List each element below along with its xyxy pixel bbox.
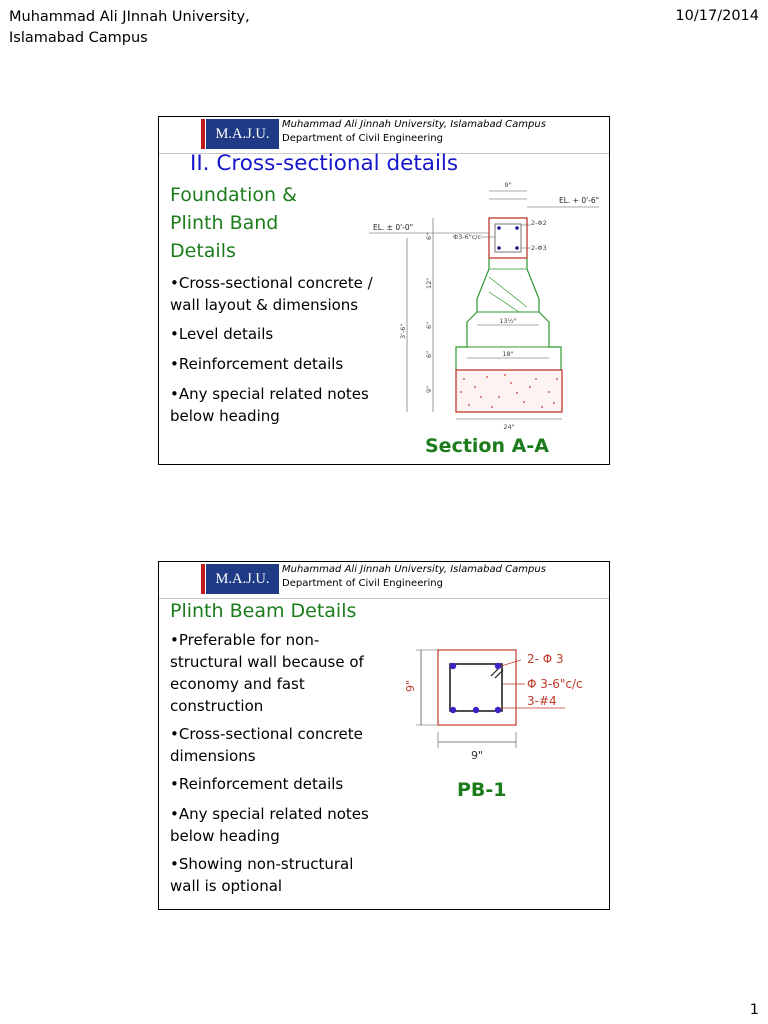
- bullet-item: •Reinforcement details: [170, 355, 344, 373]
- plinth-beam-drawing: [159, 562, 609, 909]
- dim-base: 9": [425, 385, 433, 393]
- top-bars-label: 2- Φ 3: [527, 652, 564, 666]
- header-university-line2: Islamabad Campus: [9, 30, 148, 46]
- bullet-item: •Any special related notes below heading: [170, 385, 369, 425]
- rebar-dot: [515, 226, 519, 230]
- rebar-dot: [495, 663, 501, 669]
- maju-logo: M.A.J.U.: [206, 564, 279, 594]
- dim-top: 9": [504, 181, 512, 189]
- rebar-dot: [497, 246, 501, 250]
- dim-total-height: 3'-6": [399, 323, 407, 339]
- heading-line: Details: [170, 240, 236, 262]
- dim-step2: 6": [425, 350, 433, 358]
- top-bars-label: 2-Φ2: [531, 219, 547, 227]
- bullet-item: •Any special related notes below heading: [170, 805, 369, 845]
- dim-height: 9": [404, 679, 417, 692]
- header-university-line1: Muhammad Ali JInnah University,: [9, 9, 250, 25]
- rebar-dot: [450, 707, 456, 713]
- institution-name: Muhammad Ali Jinnah University, Islamabad Campus: [282, 564, 546, 575]
- rebar-dot: [497, 226, 501, 230]
- header-date: 10/17/2014: [675, 8, 759, 24]
- foundation-section-drawing: [159, 117, 609, 464]
- bullet-item: •Cross-sectional concrete / wall layout & dimensions: [170, 274, 373, 314]
- dim-step1: 6": [425, 321, 433, 329]
- section-label: PB-1: [457, 779, 507, 801]
- level-ground: EL. ± 0'-0": [373, 223, 414, 232]
- dim-width: 9": [470, 749, 484, 762]
- heading-line: Foundation &: [170, 184, 297, 206]
- page-number: 1: [749, 1002, 759, 1018]
- rebar-dot: [473, 707, 479, 713]
- dim-width-base: 24": [503, 423, 515, 431]
- stirrup-label: Φ 3-6"c/c: [527, 677, 583, 691]
- section-label: Section A-A: [425, 435, 549, 457]
- institution-name: Muhammad Ali Jinnah University, Islamabad Campus: [282, 119, 546, 130]
- dim-width-step1: 13½": [499, 317, 517, 325]
- bullet-item: •Reinforcement details: [170, 775, 344, 793]
- dim-wall: 12": [425, 277, 433, 289]
- rebar-dot: [515, 246, 519, 250]
- department-name: Department of Civil Engineering: [282, 578, 443, 589]
- department-name: Department of Civil Engineering: [282, 133, 443, 144]
- section-heading: Plinth Beam Details: [170, 600, 357, 622]
- bullet-item: •Showing non-structural wall is optional: [170, 855, 354, 895]
- stirrup-label: Φ3-6"c/c: [453, 233, 482, 241]
- level-top: EL. + 0'-6": [559, 196, 600, 205]
- document-header-university: [9, 7, 250, 49]
- dim-band: 6": [425, 232, 433, 240]
- slide-title: II. Cross-sectional details: [190, 151, 459, 176]
- bullet-item: •Cross-sectional concrete dimensions: [170, 725, 363, 765]
- slide-plinth-beam-details: [158, 561, 610, 910]
- stirrup-outline: [450, 664, 502, 711]
- slide-cross-sectional-details: [158, 116, 610, 465]
- dim-width-step2: 18": [502, 350, 514, 358]
- bottom-bars-label: 3-#4: [527, 694, 557, 708]
- maju-logo: M.A.J.U.: [206, 119, 279, 149]
- bottom-bars-label: 2-Φ3: [531, 244, 547, 252]
- heading-line: Plinth Band: [170, 212, 279, 234]
- bullet-item: •Level details: [170, 325, 274, 343]
- bullet-item: •Preferable for non-structural wall because of economy and fast construction: [170, 631, 364, 715]
- base-concrete: [456, 370, 562, 412]
- rebar-dot: [450, 663, 456, 669]
